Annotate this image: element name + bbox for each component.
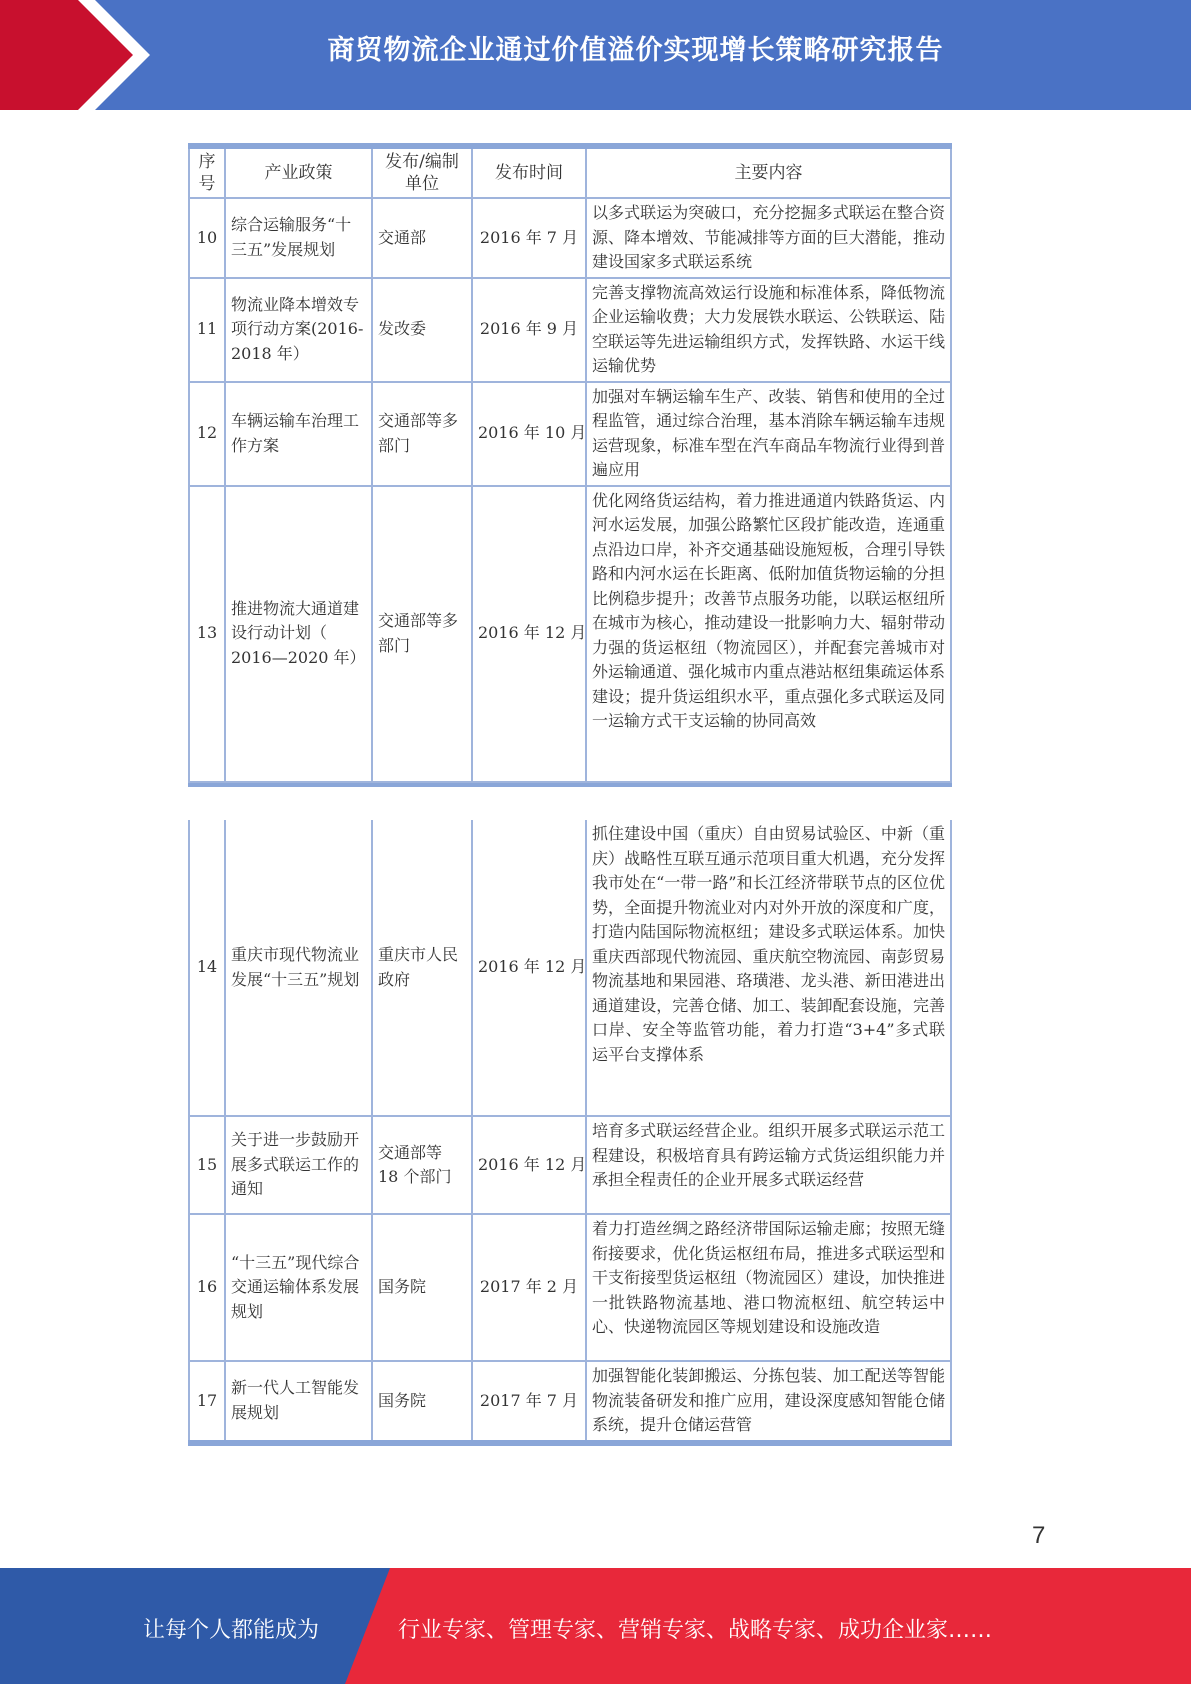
row-issuer: 国务院 xyxy=(372,1361,472,1443)
row-no: 17 xyxy=(189,1361,225,1443)
row-date: 2016 年 12 月 xyxy=(472,1116,586,1214)
header-content: 主要内容 xyxy=(586,146,951,198)
row-content: 完善支撑物流高效运行设施和标准体系，降低物流企业运输收费；大力发展铁水联运、公铁联运、陆空联运等先进运输组织方式，发挥铁路、水运干线运输优势 xyxy=(586,278,951,382)
footer-slogan-left: 让每个人都能成为 xyxy=(143,1618,320,1643)
table-row xyxy=(189,278,951,382)
header-policy: 产业政策 xyxy=(225,146,372,198)
row-issuer: 交通部等 18 个部门 xyxy=(372,1116,472,1214)
header-date: 发布时间 xyxy=(472,146,586,198)
row-date: 2016 年 7 月 xyxy=(472,198,586,278)
row-policy: 车辆运输车治理工作方案 xyxy=(225,382,372,486)
row-no: 15 xyxy=(189,1116,225,1214)
row-no: 11 xyxy=(189,278,225,382)
row-issuer: 交通部等多部门 xyxy=(372,382,472,486)
row-content: 加强智能化装卸搬运、分拣包装、加工配送等智能物流装备研发和推广应用，建设深度感知智能仓储系统，提升仓储运营管 xyxy=(586,1361,951,1443)
row-content: 优化网络货运结构，着力推进通道内铁路货运、内河水运发展，加强公路繁忙区段扩能改造，连通重点沿边口岸，补齐交通基础设施短板，合理引导铁路和内河水运在长距离、低附加值货物运输的分担比例稳步提升；改善节点服务功能，以联运枢纽所在城市为核心，推动建设一批影响力大、辐射带动力强的货运枢纽（物流园区），并配套完善城市对外运输通道、强化城市内重点港站枢纽集疏运体系建设；提升货运组织水平，重点强化多式联运及同一运输方式干支运输的协同高效 xyxy=(586,486,951,782)
row-policy: 推进物流大通道建设行动计划（ 2016—2020 年） xyxy=(225,486,372,782)
row-date: 2017 年 7 月 xyxy=(472,1361,586,1443)
footer-slogan-right: 行业专家、管理专家、营销专家、战略专家、成功企业家…… xyxy=(398,1618,993,1643)
report-title: 商贸物流企业通过价值溢价实现增长策略研究报告 xyxy=(327,35,944,66)
row-issuer: 国务院 xyxy=(372,1214,472,1361)
row-date: 2016 年 9 月 xyxy=(472,278,586,382)
header-red-arrow-shape xyxy=(0,0,150,110)
row-content: 加强对车辆运输车生产、改装、销售和使用的全过程监管，通过综合治理，基本消除车辆运输车违规运营现象，标准车型在汽车商品车物流行业得到普遍应用 xyxy=(586,382,951,486)
row-no: 14 xyxy=(189,820,225,1116)
table-row xyxy=(189,382,951,486)
row-date: 2016 年 12 月 xyxy=(472,486,586,782)
row-content: 培育多式联运经营企业。组织开展多式联运示范工程建设，积极培育具有跨运输方式货运组织能力并承担全程责任的企业开展多式联运经营 xyxy=(586,1116,951,1214)
table-row xyxy=(189,1214,951,1361)
row-issuer: 发改委 xyxy=(372,278,472,382)
row-policy: 综合运输服务“十三五”发展规划 xyxy=(225,198,372,278)
row-no: 16 xyxy=(189,1214,225,1361)
row-content: 以多式联运为突破口，充分挖掘多式联运在整合资源、降本增效、节能减排等方面的巨大潜能，推动建设国家多式联运系统 xyxy=(586,198,951,278)
row-policy: 关于进一步鼓励开展多式联运工作的通知 xyxy=(225,1116,372,1214)
table-continuation-stub xyxy=(189,782,951,785)
page-header xyxy=(0,0,1191,110)
policy-table-part2 xyxy=(188,820,952,1446)
row-policy: 物流业降本增效专项行动方案(2016-2018 年） xyxy=(225,278,372,382)
row-issuer: 交通部等多部门 xyxy=(372,486,472,782)
table-row xyxy=(189,486,951,782)
row-issuer: 交通部 xyxy=(372,198,472,278)
policy-table-part1 xyxy=(188,143,952,787)
page-footer xyxy=(0,1568,1191,1684)
table-row xyxy=(189,1116,951,1214)
row-no: 13 xyxy=(189,486,225,782)
table-row xyxy=(189,820,951,1116)
row-content: 着力打造丝绸之路经济带国际运输走廊；按照无缝衔接要求，优化货运枢纽布局，推进多式联运型和干支衔接型货运枢纽（物流园区）建设，加快推进一批铁路物流基地、港口物流枢纽、航空转运中心、快递物流园区等规划建设和设施改造 xyxy=(586,1214,951,1361)
row-date: 2016 年 12 月 xyxy=(472,820,586,1116)
row-policy: 重庆市现代物流业发展“十三五”规划 xyxy=(225,820,372,1116)
header-no: 序号 xyxy=(189,146,225,198)
row-date: 2016 年 10 月 xyxy=(472,382,586,486)
header-issuer: 发布/编制单位 xyxy=(372,146,472,198)
row-date: 2017 年 2 月 xyxy=(472,1214,586,1361)
table-row xyxy=(189,1361,951,1443)
row-no: 12 xyxy=(189,382,225,486)
row-issuer: 重庆市人民政府 xyxy=(372,820,472,1116)
row-policy: 新一代人工智能发展规划 xyxy=(225,1361,372,1443)
row-policy: “十三五”现代综合交通运输体系发展规划 xyxy=(225,1214,372,1361)
table-header-row xyxy=(189,146,951,198)
page-number: 7 xyxy=(1032,1522,1046,1549)
row-content: 抓住建设中国（重庆）自由贸易试验区、中新（重庆）战略性互联互通示范项目重大机遇，充分发挥我市处在“一带一路”和长江经济带联节点的区位优势，全面提升物流业对内对外开放的深度和广度，打造内陆国际物流枢纽；建设多式联运体系。加快重庆西部现代物流园、重庆航空物流园、南彭贸易物流基地和果园港、珞璜港、龙头港、新田港进出通道建设，完善仓储、加工、装卸配套设施，完善口岸、安全等监管功能，着力打造“3+4”多式联运平台支撑体系 xyxy=(586,820,951,1116)
row-no: 10 xyxy=(189,198,225,278)
table-row xyxy=(189,198,951,278)
